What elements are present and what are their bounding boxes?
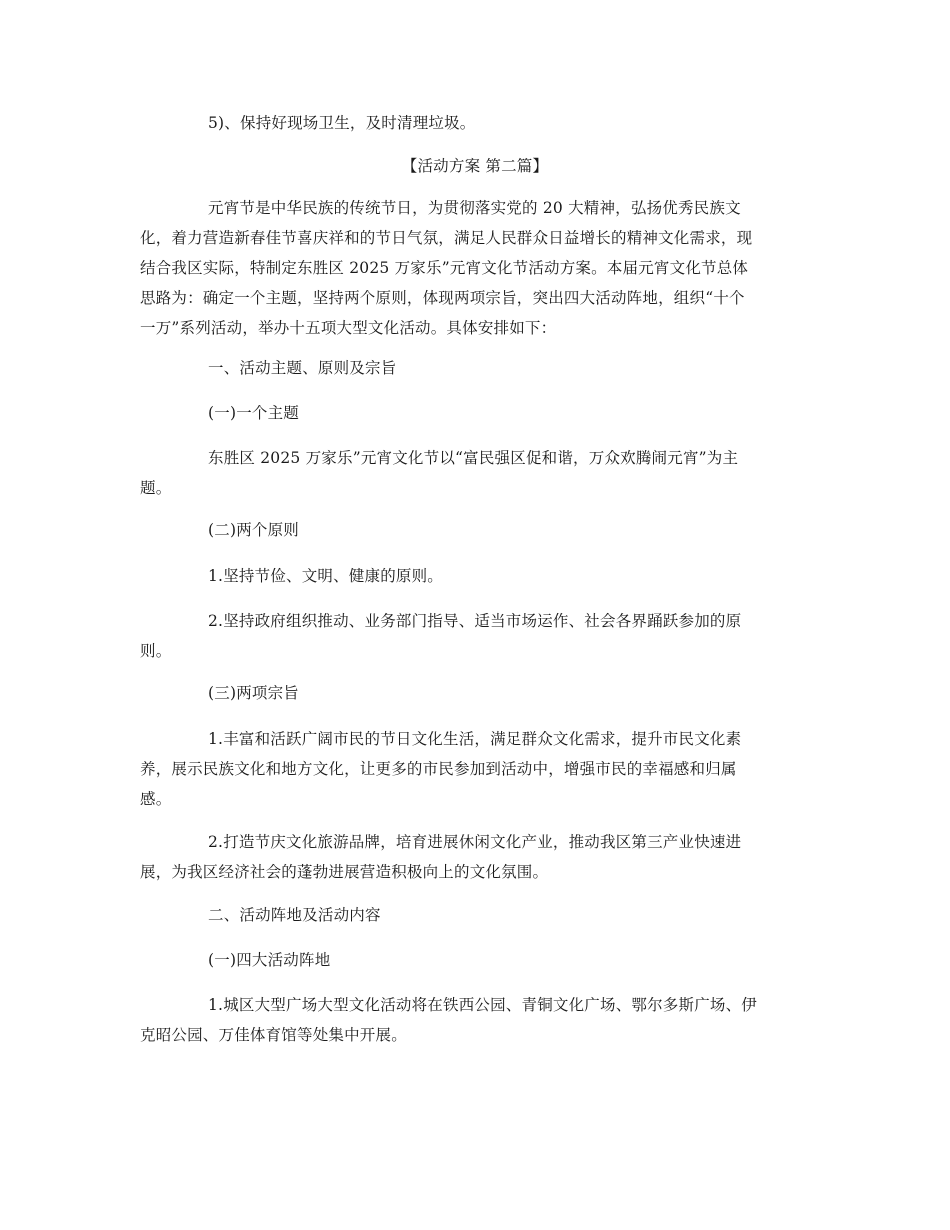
paragraph-line: 思路为：确定一个主题，坚持两个原则，体现两项宗旨，突出四大活动阵地，组织“十个 bbox=[140, 289, 745, 307]
paragraph-line: 一万”系列活动，举办十五项大型文化活动。具体安排如下： bbox=[140, 319, 557, 337]
intro-item: 5)、保持好现场卫生，及时清理垃圾。 bbox=[208, 114, 476, 132]
paragraph-line: 2.坚持政府组织推动、业务部门指导、适当市场运作、社会各界踊跃参加的原 bbox=[208, 612, 742, 630]
principle-item-1: 1.坚持节俭、文明、健康的原则。 bbox=[208, 567, 443, 585]
heading-venues-content: 二、活动阵地及活动内容 bbox=[208, 906, 381, 924]
paragraph-line: 题。 bbox=[140, 479, 172, 497]
paragraph-line: 化，着力营造新春佳节喜庆祥和的节日气氛，满足人民群众日益增长的精神文化需求，现 bbox=[140, 229, 753, 247]
paragraph-line: 展，为我区经济社会的蓬勃进展营造积极向上的文化氛围。 bbox=[140, 863, 549, 881]
paragraph-line: 1.城区大型广场大型文化活动将在铁西公园、青铜文化广场、鄂尔多斯广场、伊 bbox=[208, 996, 757, 1014]
paragraph-line: 2.打造节庆文化旅游品牌，培育进展休闲文化产业，推动我区第三产业快速进 bbox=[208, 833, 742, 851]
paragraph-line: 克昭公园、万佳体育馆等处集中开展。 bbox=[140, 1026, 407, 1044]
subheading-one-theme: (一)一个主题 bbox=[208, 404, 299, 422]
subheading-four-venues: (一)四大活动阵地 bbox=[208, 951, 331, 969]
section-heading: 【活动方案 第二篇】 bbox=[401, 157, 549, 175]
paragraph-line: 养，展示民族文化和地方文化，让更多的市民参加到活动中，增强市民的幸福感和归属 bbox=[140, 760, 737, 778]
paragraph-line: 元宵节是中华民族的传统节日，为贯彻落实党的 20 大精神，弘扬优秀民族文 bbox=[208, 199, 741, 217]
subheading-two-purposes: (三)两项宗旨 bbox=[208, 684, 299, 702]
subheading-two-principles: (二)两个原则 bbox=[208, 521, 299, 539]
heading-activity-theme: 一、活动主题、原则及宗旨 bbox=[208, 359, 397, 377]
paragraph-line: 则。 bbox=[140, 642, 172, 660]
paragraph-line: 东胜区 2025 万家乐”元宵文化节以“富民强区促和谐，万众欢腾闹元宵”为主 bbox=[208, 449, 739, 467]
paragraph-line: 结合我区实际，特制定东胜区 2025 万家乐”元宵文化节活动方案。本届元宵文化节总体 bbox=[140, 259, 749, 277]
paragraph-line: 感。 bbox=[140, 790, 172, 808]
paragraph-line: 1.丰富和活跃广阔市民的节日文化生活，满足群众文化需求，提升市民文化素 bbox=[208, 730, 742, 748]
